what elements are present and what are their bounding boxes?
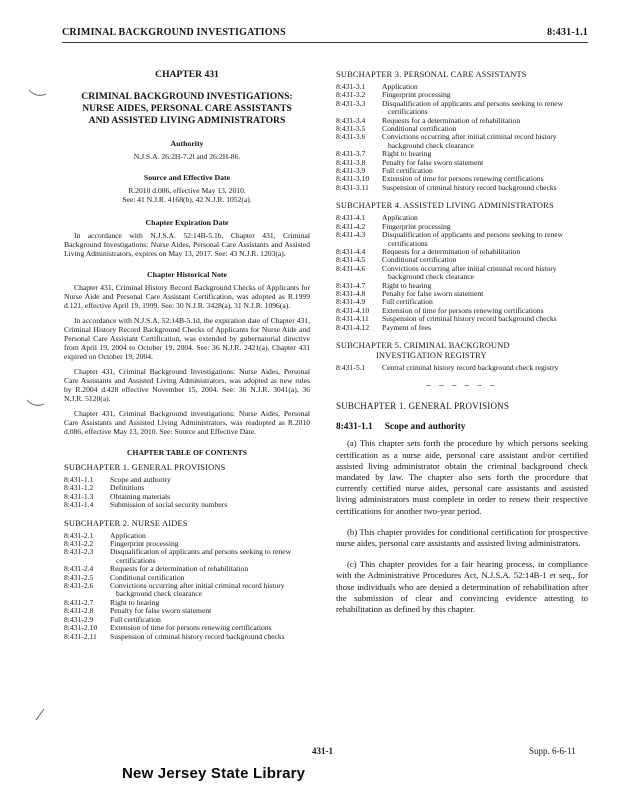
toc-title: Extension of time for persons renewing certifications [382, 174, 544, 184]
margin-tick-mark [34, 708, 46, 722]
toc-entry[interactable] [336, 133, 588, 150]
header-title: CRIMINAL BACKGROUND INVESTIGATIONS [62, 27, 286, 38]
left-column [64, 70, 310, 641]
section-title: Scope and authority [384, 422, 466, 433]
toc-title: Suspension of criminal history record background checks [382, 314, 557, 324]
toc-number: 8:431-2.11 [64, 631, 97, 641]
subchapter-5-heading-line: SUBCHAPTER 5. CRIMINAL BACKGROUND [336, 340, 510, 350]
toc-number: 8:431-3.10 [336, 174, 370, 184]
chapter-title-line: NURSE AIDES, PERSONAL CARE ASSISTANTS [82, 103, 292, 114]
toc-number: 8:431-1.3 [64, 491, 94, 501]
header-section: 8:431-1.1 [547, 27, 588, 38]
subchapter-4-list [336, 214, 588, 332]
subchapter-5-heading-line: INVESTIGATION REGISTRY [376, 350, 487, 360]
subchapter-3-heading: SUBCHAPTER 3. PERSONAL CARE ASSISTANTS [336, 70, 527, 79]
toc-title: Application [110, 530, 146, 540]
toc-number: 8:431-2.2 [64, 539, 94, 549]
body-subchapter-heading: SUBCHAPTER 1. GENERAL PROVISIONS [336, 401, 510, 412]
toc-title: Penalty for false sworn statement [382, 288, 484, 298]
subchapter-2-list [64, 532, 310, 641]
toc-title: Definitions [110, 483, 145, 493]
toc-title: Convictions occurring after initial criminal record history background check clearance [382, 132, 557, 150]
toc-entry[interactable] [336, 364, 588, 372]
toc-entry[interactable] [64, 476, 310, 484]
chapter-title [64, 91, 310, 127]
header-rule [62, 42, 588, 43]
toc-entry[interactable] [64, 565, 310, 573]
toc-entry[interactable] [336, 100, 588, 117]
toc-number: 8:431-1.4 [64, 500, 94, 510]
toc-number: 8:431-4.9 [336, 297, 366, 307]
toc-number: 8:431-4.8 [336, 288, 366, 298]
toc-title: Fingerprint processing [382, 90, 451, 100]
subchapter-3-list [336, 83, 588, 192]
subchapter-4-heading: SUBCHAPTER 4. ASSISTED LIVING ADMINISTRATORS [336, 201, 554, 211]
toc-title: Conditional certification [110, 572, 185, 582]
subchapter-1-list [64, 476, 310, 510]
running-header [62, 27, 588, 41]
toc-title: Central criminal history record background check registry [382, 362, 559, 372]
toc-title: Suspension of criminal history record background checks [110, 631, 285, 641]
toc-number: 8:431-4.7 [336, 280, 366, 290]
source-text-line: R.2010 d.086, effective May 13, 2010. [128, 186, 246, 195]
toc-number: 8:431-3.9 [336, 166, 366, 176]
margin-tick-mark [28, 88, 48, 100]
toc-entry[interactable] [64, 548, 310, 565]
toc-title: Extension of time for persons renewing certifications [110, 623, 272, 633]
chapter-title-line: CRIMINAL BACKGROUND INVESTIGATIONS: [81, 91, 293, 102]
toc-number: 8:431-5.1 [336, 362, 366, 372]
toc-title: Full certification [382, 166, 433, 176]
authority-heading: Authority [170, 139, 204, 148]
toc-entry[interactable] [336, 290, 588, 298]
toc-heading: CHAPTER TABLE OF CONTENTS [127, 448, 247, 457]
authority-text: N.J.S.A. 26:2H-7.2l and 26:2H-86. [133, 152, 241, 161]
toc-number: 8:431-1.2 [64, 483, 94, 493]
source-heading: Source and Effective Date [143, 173, 231, 182]
toc-entry[interactable] [336, 159, 588, 167]
toc-entry[interactable] [336, 83, 588, 91]
section-heading [336, 423, 588, 432]
toc-number: 8:431-4.2 [336, 221, 366, 231]
toc-title: Fingerprint processing [382, 221, 451, 231]
toc-title: Penalty for false sworn statement [110, 606, 212, 616]
page-number: 431-1 [312, 746, 333, 756]
toc-title: Application [382, 82, 418, 91]
toc-number: 8:431-3.6 [336, 132, 366, 142]
toc-number: 8:431-3.7 [336, 149, 366, 159]
toc-title: Right to hearing [382, 280, 432, 290]
toc-number: 8:431-4.6 [336, 263, 366, 273]
toc-entry[interactable] [336, 265, 588, 282]
toc-number: 8:431-2.6 [64, 581, 94, 591]
history-paragraph: In accordance with N.J.S.A. 52:14B-5.1d, the expiration date of Chapter 431, Criminal History Record Background Checks of Applicants for Nurse Aide and Personal Care Assistant Certification, was extended by gubernatorial directive from April 19, 2004 to October 19, 2004. See: 36 N.J.R. 2421(a). Chapter 431 expired on October 19, 2004. [64, 316, 310, 361]
toc-entry[interactable] [64, 532, 310, 540]
toc-title: Submission of social security numbers [110, 500, 228, 510]
toc-title: Requests for a determination of rehabilitation [382, 115, 521, 125]
library-stamp: New Jersey State Library [122, 765, 306, 782]
toc-title: Convictions occurring after initial criminal record history background check clearance [382, 263, 557, 282]
toc-number: 8:431-4.3 [336, 230, 366, 240]
subchapter-2-heading: SUBCHAPTER 2. NURSE AIDES [64, 518, 188, 528]
expiration-paragraph: In accordance with N.J.S.A. 52:14B-5.1b, Chapter 431, Criminal Background Investigations: Nurse Aides, Personal Care Assistants and Assisted Living Administrators, expires on May 13, 2017. See: 43 N.J.R. 1203(a). [64, 231, 310, 258]
toc-number: 8:431-3.11 [336, 182, 369, 192]
toc-title: Payment of fees [382, 322, 431, 332]
toc-number: 8:431-4.4 [336, 246, 366, 256]
toc-title: Scope and authority [110, 475, 171, 484]
toc-number: 8:431-2.10 [64, 623, 98, 633]
toc-entry[interactable] [336, 315, 588, 323]
toc-number: 8:431-2.4 [64, 564, 94, 574]
toc-title: Conditional certification [382, 255, 457, 265]
toc-number: 8:431-3.4 [336, 115, 366, 125]
toc-title: Application [382, 213, 418, 223]
toc-number: 8:431-3.3 [336, 98, 366, 108]
toc-entry[interactable] [336, 184, 588, 192]
toc-title: Conditional certification [382, 124, 457, 134]
toc-title: Full certification [382, 297, 433, 307]
toc-title: Penalty for false sworn statement [382, 157, 484, 167]
toc-number: 8:431-3.8 [336, 157, 366, 167]
body-paragraph: (b) This chapter provides for conditional certification for prospective nurse aides, personal care assistants and assisted living administrators. [336, 526, 588, 548]
chapter-title-line: AND ASSISTED LIVING ADMINISTRATORS [88, 115, 286, 126]
toc-title: Convictions occurring after initial criminal record history background check clearance [110, 581, 285, 599]
toc-number: 8:431-3.2 [336, 90, 366, 100]
toc-entry[interactable] [336, 214, 588, 222]
toc-number: 8:431-2.8 [64, 606, 94, 616]
toc-entry[interactable] [336, 248, 588, 256]
toc-title: Disqualification of applicants and persons seeking to renew certifications [382, 230, 564, 248]
toc-number: 8:431-4.1 [336, 213, 366, 223]
toc-title: Disqualification of applicants and persons seeking to renew certifications [110, 547, 292, 565]
toc-title: Right to hearing [110, 597, 160, 607]
supplement-date: Supp. 6-6-11 [529, 746, 576, 756]
toc-title: Full certification [110, 614, 161, 624]
toc-title: Suspension of criminal history record background checks [382, 182, 557, 192]
right-column [336, 70, 588, 625]
toc-entry[interactable] [336, 231, 588, 248]
toc-title: Disqualification of applicants and persons seeking to renew certifications [382, 98, 564, 117]
body-paragraph: (c) This chapter provides for a fair hearing process, in compliance with the Administrative Procedures Act, N.J.S.A. 52:14B-1 et seq., for those individuals who are denied a determination of rehabilitation after the submission of clear and convincing evidence attesting to rehabilitation as defined by this chapter. [336, 559, 588, 615]
expiration-heading: Chapter Expiration Date [145, 218, 229, 227]
toc-title: Obtaining materials [110, 491, 171, 501]
toc-number: 8:431-4.11 [336, 314, 369, 324]
source-text-line: See: 41 N.J.R. 4168(b), 42 N.J.R. 1052(a). [122, 195, 252, 204]
toc-entry[interactable] [64, 633, 310, 641]
subchapter-1-heading: SUBCHAPTER 1. GENERAL PROVISIONS [64, 463, 226, 472]
margin-tick-mark [26, 398, 46, 410]
toc-entry[interactable] [64, 501, 310, 509]
toc-entry[interactable] [336, 117, 588, 125]
toc-number: 8:431-4.5 [336, 255, 366, 265]
toc-number: 8:431-2.7 [64, 597, 94, 607]
toc-entry[interactable] [64, 607, 310, 615]
toc-number: 8:431-4.12 [336, 322, 370, 332]
toc-number: 8:431-1.1 [64, 475, 94, 484]
toc-number: 8:431-3.5 [336, 124, 366, 134]
toc-number: 8:431-3.1 [336, 82, 366, 91]
toc-number: 8:431-2.1 [64, 530, 94, 540]
toc-entry[interactable] [64, 582, 310, 599]
toc-title: Extension of time for persons renewing certifications [382, 305, 544, 315]
body-paragraph: (a) This chapter sets forth the procedure by which persons seeking certification as a nurse aide, personal care assistant and/or certified assisted living administrator obtain the criminal background check mandated by law. The chapter also sets forth the procedure that currently certified nurse aides, personal care assistants and assisted living administrators must complete in order to renew their respective certifications for another two-year period. [336, 438, 588, 516]
history-heading: Chapter Historical Note [147, 270, 227, 279]
toc-title: Right to hearing [382, 149, 432, 159]
toc-number: 8:431-2.9 [64, 614, 94, 624]
toc-title: Fingerprint processing [110, 539, 179, 549]
toc-entry[interactable] [64, 484, 310, 492]
toc-title: Requests for a determination of rehabilitation [110, 564, 249, 574]
toc-entry[interactable] [336, 324, 588, 332]
toc-number: 8:431-4.10 [336, 305, 370, 315]
toc-title: Requests for a determination of rehabilitation [382, 246, 521, 256]
history-paragraph: Chapter 431, Criminal History Record Background Checks of Applicants for Nurse Aide and Personal Care Assistant Certification, was adopted as R.1999 d.121, effective April 19, 1999. See: 30 N.J.R. 3428(a), 31 N.J.R. 1096(a). [64, 283, 310, 310]
toc-number: 8:431-2.3 [64, 547, 94, 557]
chapter-number: CHAPTER 431 [155, 69, 219, 80]
section-separator: – – – – – – [426, 380, 498, 391]
subchapter-5-list [336, 364, 588, 372]
section-number: 8:431-1.1 [336, 422, 373, 433]
subchapter-5-heading [336, 341, 588, 361]
toc-number: 8:431-2.5 [64, 572, 94, 582]
history-paragraph: Chapter 431, Criminal Background Investigations: Nurse Aides, Personal Care Assistants and Assisted Living Administrators, was adopted as new rules by R.2004 d.428 effective November 15, 2004. See: 36 N.J.R. 3041(a), 36 N.J.R. 5120(a). [64, 367, 310, 403]
history-paragraph: Chapter 431, Criminal Background investigations: Nurse Aides, Personal Care Assistants and Assisted Living Administrators, was readopted as R.2010 d.086, effective May 13, 2010. See: Source and Effective Date. [64, 409, 310, 436]
